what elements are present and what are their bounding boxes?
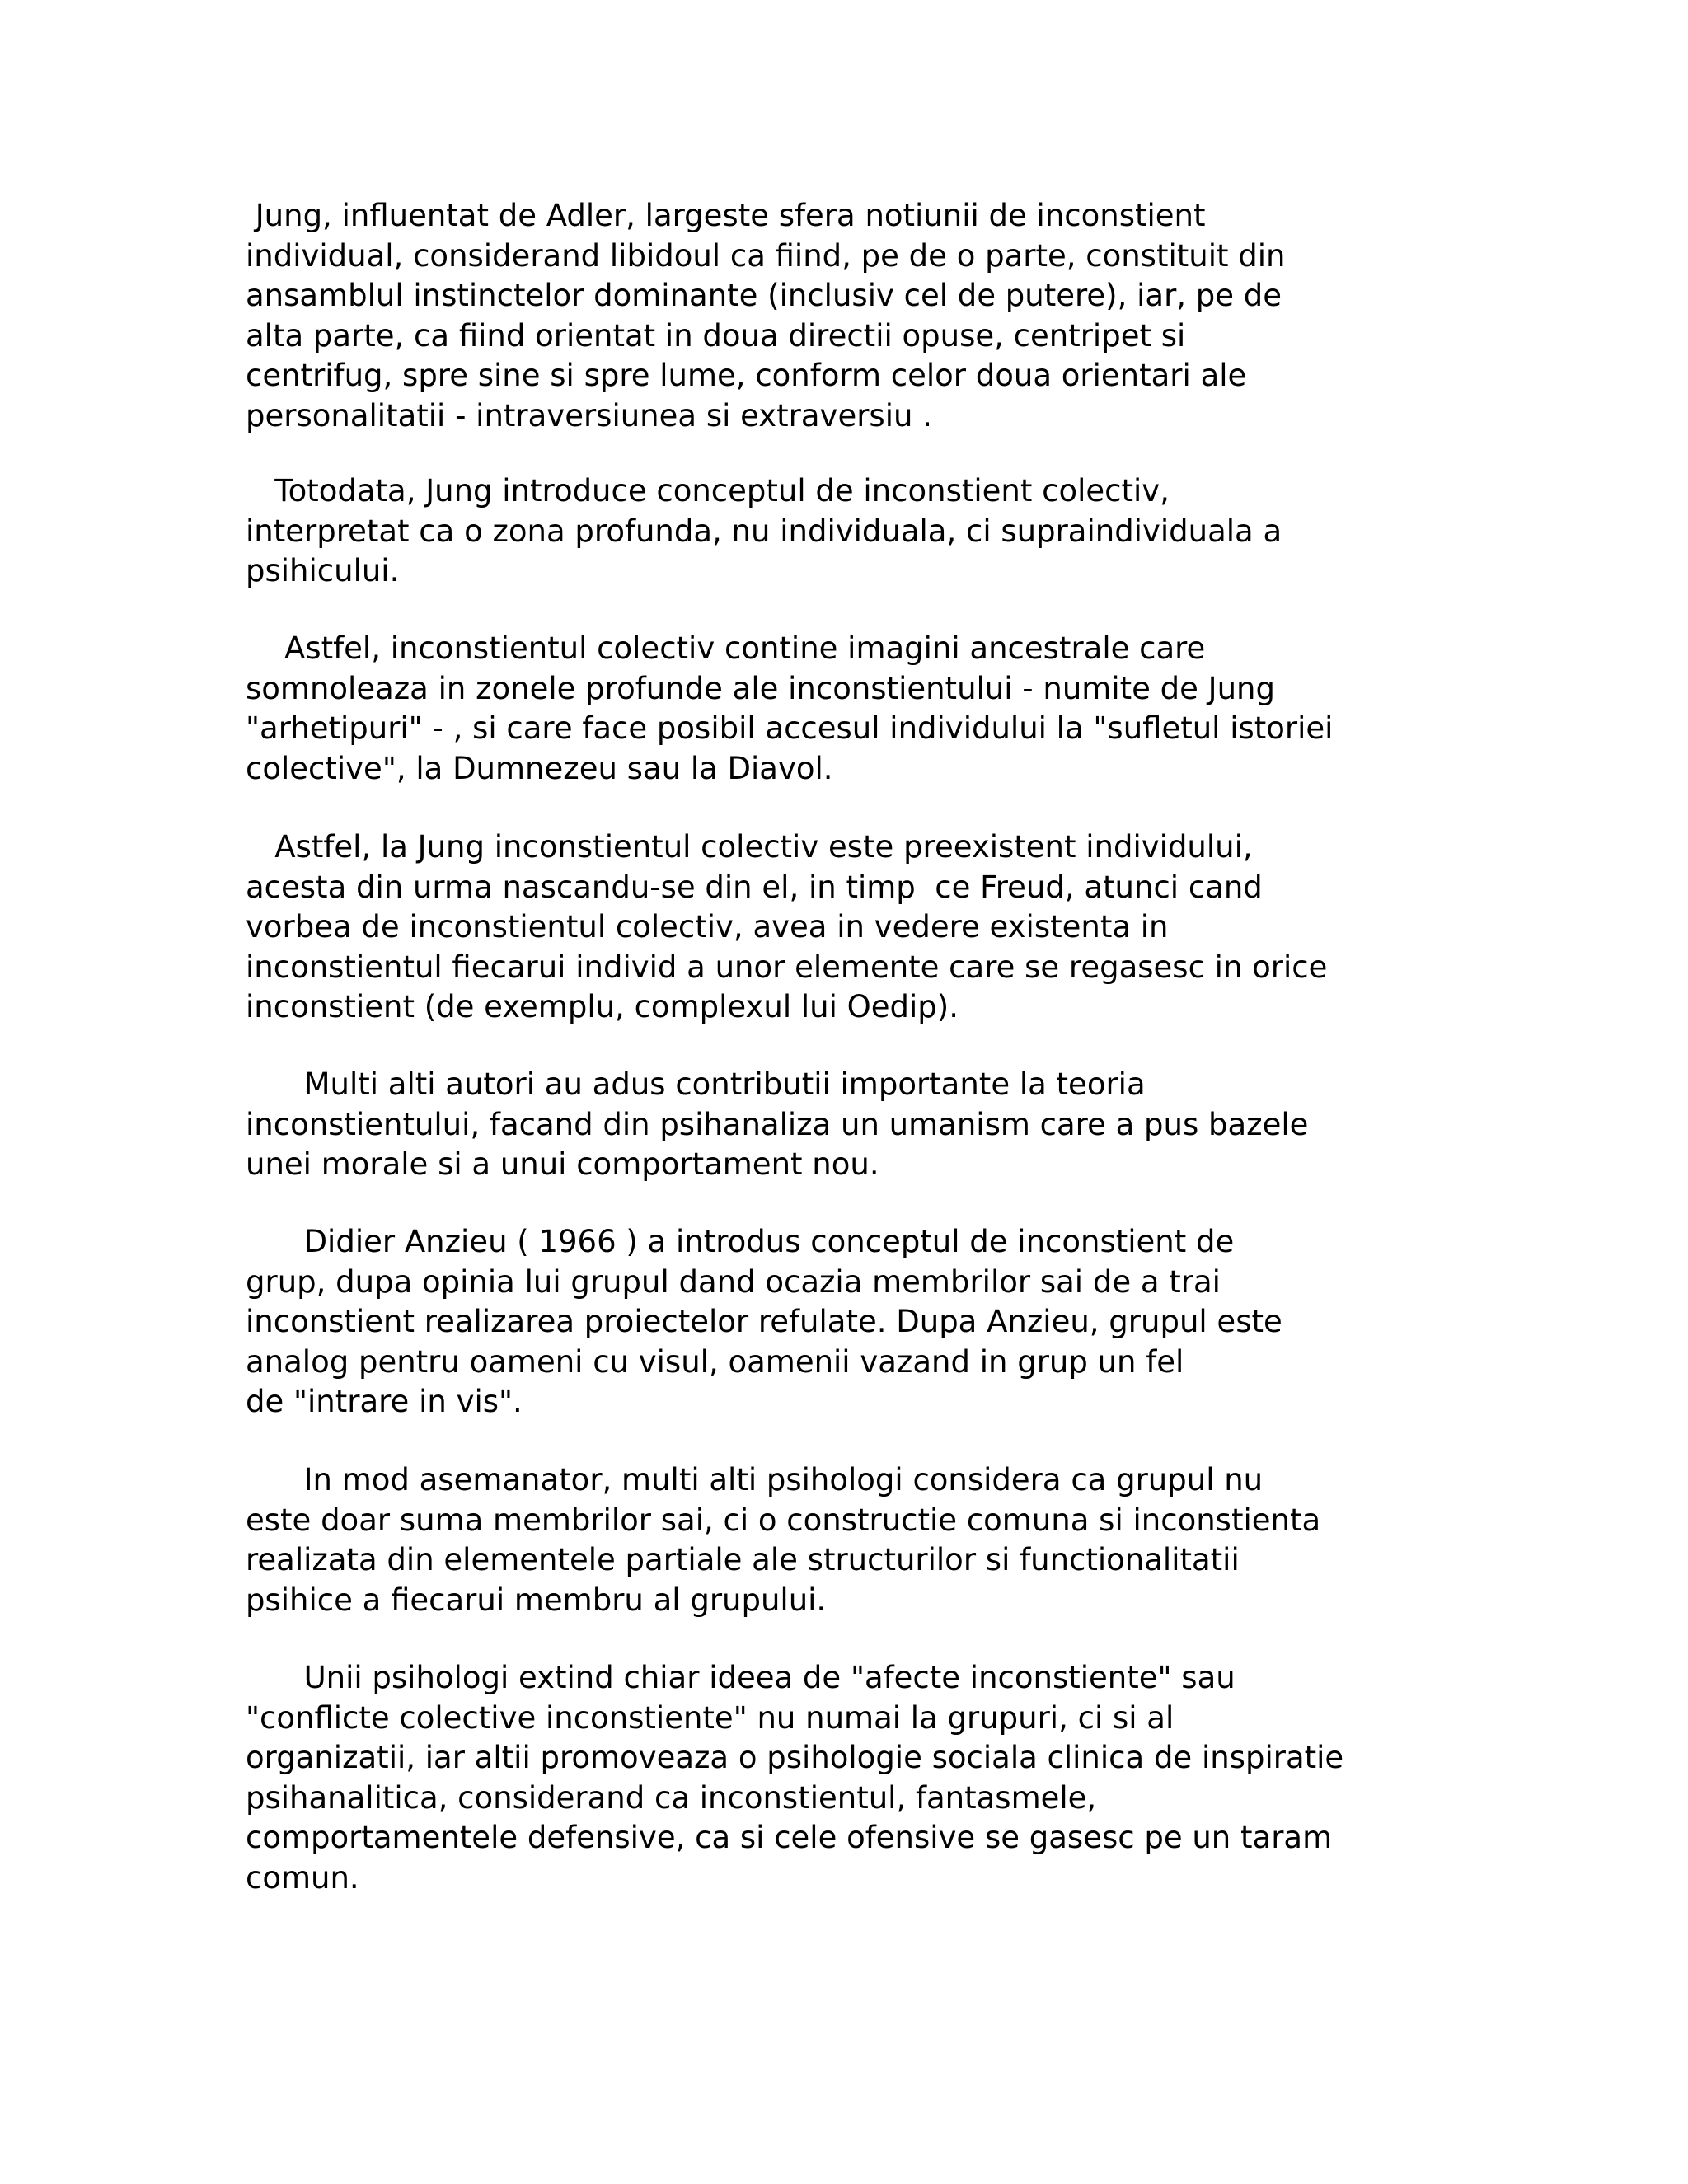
paragraph-line: psihanalitica, considerand ca inconstientul, fantasmele,	[246, 1779, 1097, 1816]
paragraph-line: colective", la Dumnezeu sau la Diavol.	[246, 750, 833, 786]
paragraph-line: Totodata, Jung introduce conceptul de inconstient colectiv,	[246, 473, 1170, 509]
paragraph-line: vorbea de inconstientul colectiv, avea in vedere existenta in	[246, 909, 1169, 944]
paragraph-line: Didier Anzieu ( 1966 ) a introdus conceptul de inconstient de	[246, 1224, 1235, 1259]
paragraph-line: interpretat ca o zona profunda, nu individuala, ci supraindividuala a	[246, 513, 1282, 549]
paragraph-line: somnoleaza in zonele profunde ale inconstientului - numite de Jung	[246, 670, 1275, 706]
paragraph-line: inconstient (de exemplu, complexul lui Oedip).	[246, 989, 959, 1024]
paragraph-line: inconstientul fiecarui individ a unor elemente care se regasesc in orice	[246, 949, 1328, 985]
paragraph-line: Astfel, inconstientul colectiv contine imagini ancestrale care	[246, 630, 1206, 666]
paragraph-line: comportamentele defensive, ca si cele ofensive se gasesc pe un taram	[246, 1820, 1333, 1855]
paragraph-line: In mod asemanator, multi alti psihologi considera ca grupul nu	[246, 1462, 1264, 1497]
paragraph-line: Jung, influentat de Adler, largeste sfera notiunii de inconstient	[246, 198, 1206, 233]
paragraph-line: organizatii, iar altii promoveaza o psihologie sociala clinica de inspiratie	[246, 1740, 1344, 1775]
paragraph-1	[246, 196, 1465, 436]
paragraph-line: inconstientului, facand din psihanaliza un umanism care a pus bazele	[246, 1106, 1309, 1142]
paragraph-line: unei morale si a unui comportament nou.	[246, 1146, 879, 1182]
paragraph-3	[246, 629, 1465, 789]
paragraph-line: psihicului.	[246, 553, 400, 588]
paragraph-5	[246, 1065, 1465, 1185]
paragraph-line: "conflicte colective inconstiente" nu numai la grupuri, ci si al	[246, 1699, 1175, 1736]
paragraph-line: psihice a fiecarui membru al grupului.	[246, 1582, 827, 1618]
paragraph-line: Unii psihologi extind chiar ideea de "afecte inconstiente" sau	[246, 1660, 1236, 1695]
paragraph-4	[246, 827, 1465, 1028]
paragraph-line: centrifug, spre sine si spre lume, conform celor doua orientari ale	[246, 358, 1247, 393]
paragraph-line: acesta din urma nascandu-se din el, in timp ce Freud, atunci cand	[246, 869, 1263, 905]
paragraph-line: inconstient realizarea proiectelor refulate. Dupa Anzieu, grupul este	[246, 1304, 1282, 1339]
paragraph-line: Astfel, la Jung inconstientul colectiv este preexistent individului,	[246, 829, 1253, 865]
paragraph-line: individual, considerand libidoul ca fiind, pe de o parte, constituit din	[246, 237, 1286, 274]
paragraph-line: Multi alti autori au adus contributii importante la teoria	[246, 1066, 1146, 1102]
paragraph-line: alta parte, ca fiind orientat in doua directii opuse, centripet si	[246, 317, 1186, 354]
paragraph-line: realizata din elementele partiale ale structurilor si functionalitatii	[246, 1542, 1240, 1577]
paragraph-line: personalitatii - intraversiunea si extraversiu .	[246, 397, 932, 434]
paragraph-line: de "intrare in vis".	[246, 1384, 523, 1419]
paragraph-6	[246, 1222, 1465, 1422]
paragraph-line: comun.	[246, 1859, 359, 1896]
paragraph-line: este doar suma membrilor sai, ci o constructie comuna si inconstienta	[246, 1502, 1321, 1538]
paragraph-line: ansamblul instinctelor dominante (inclusiv cel de putere), iar, pe de	[246, 278, 1282, 313]
paragraph-7	[246, 1460, 1465, 1620]
paragraph-line: analog pentru oameni cu visul, oamenii vazand in grup un fel	[246, 1343, 1184, 1380]
paragraph-line: "arhetipuri" - , si care face posibil accesul individului la "sufletul istoriei	[246, 710, 1334, 746]
paragraph-8	[246, 1658, 1465, 1898]
paragraph-2	[246, 471, 1465, 592]
paragraph-line: grup, dupa opinia lui grupul dand ocazia membrilor sai de a trai	[246, 1263, 1221, 1300]
